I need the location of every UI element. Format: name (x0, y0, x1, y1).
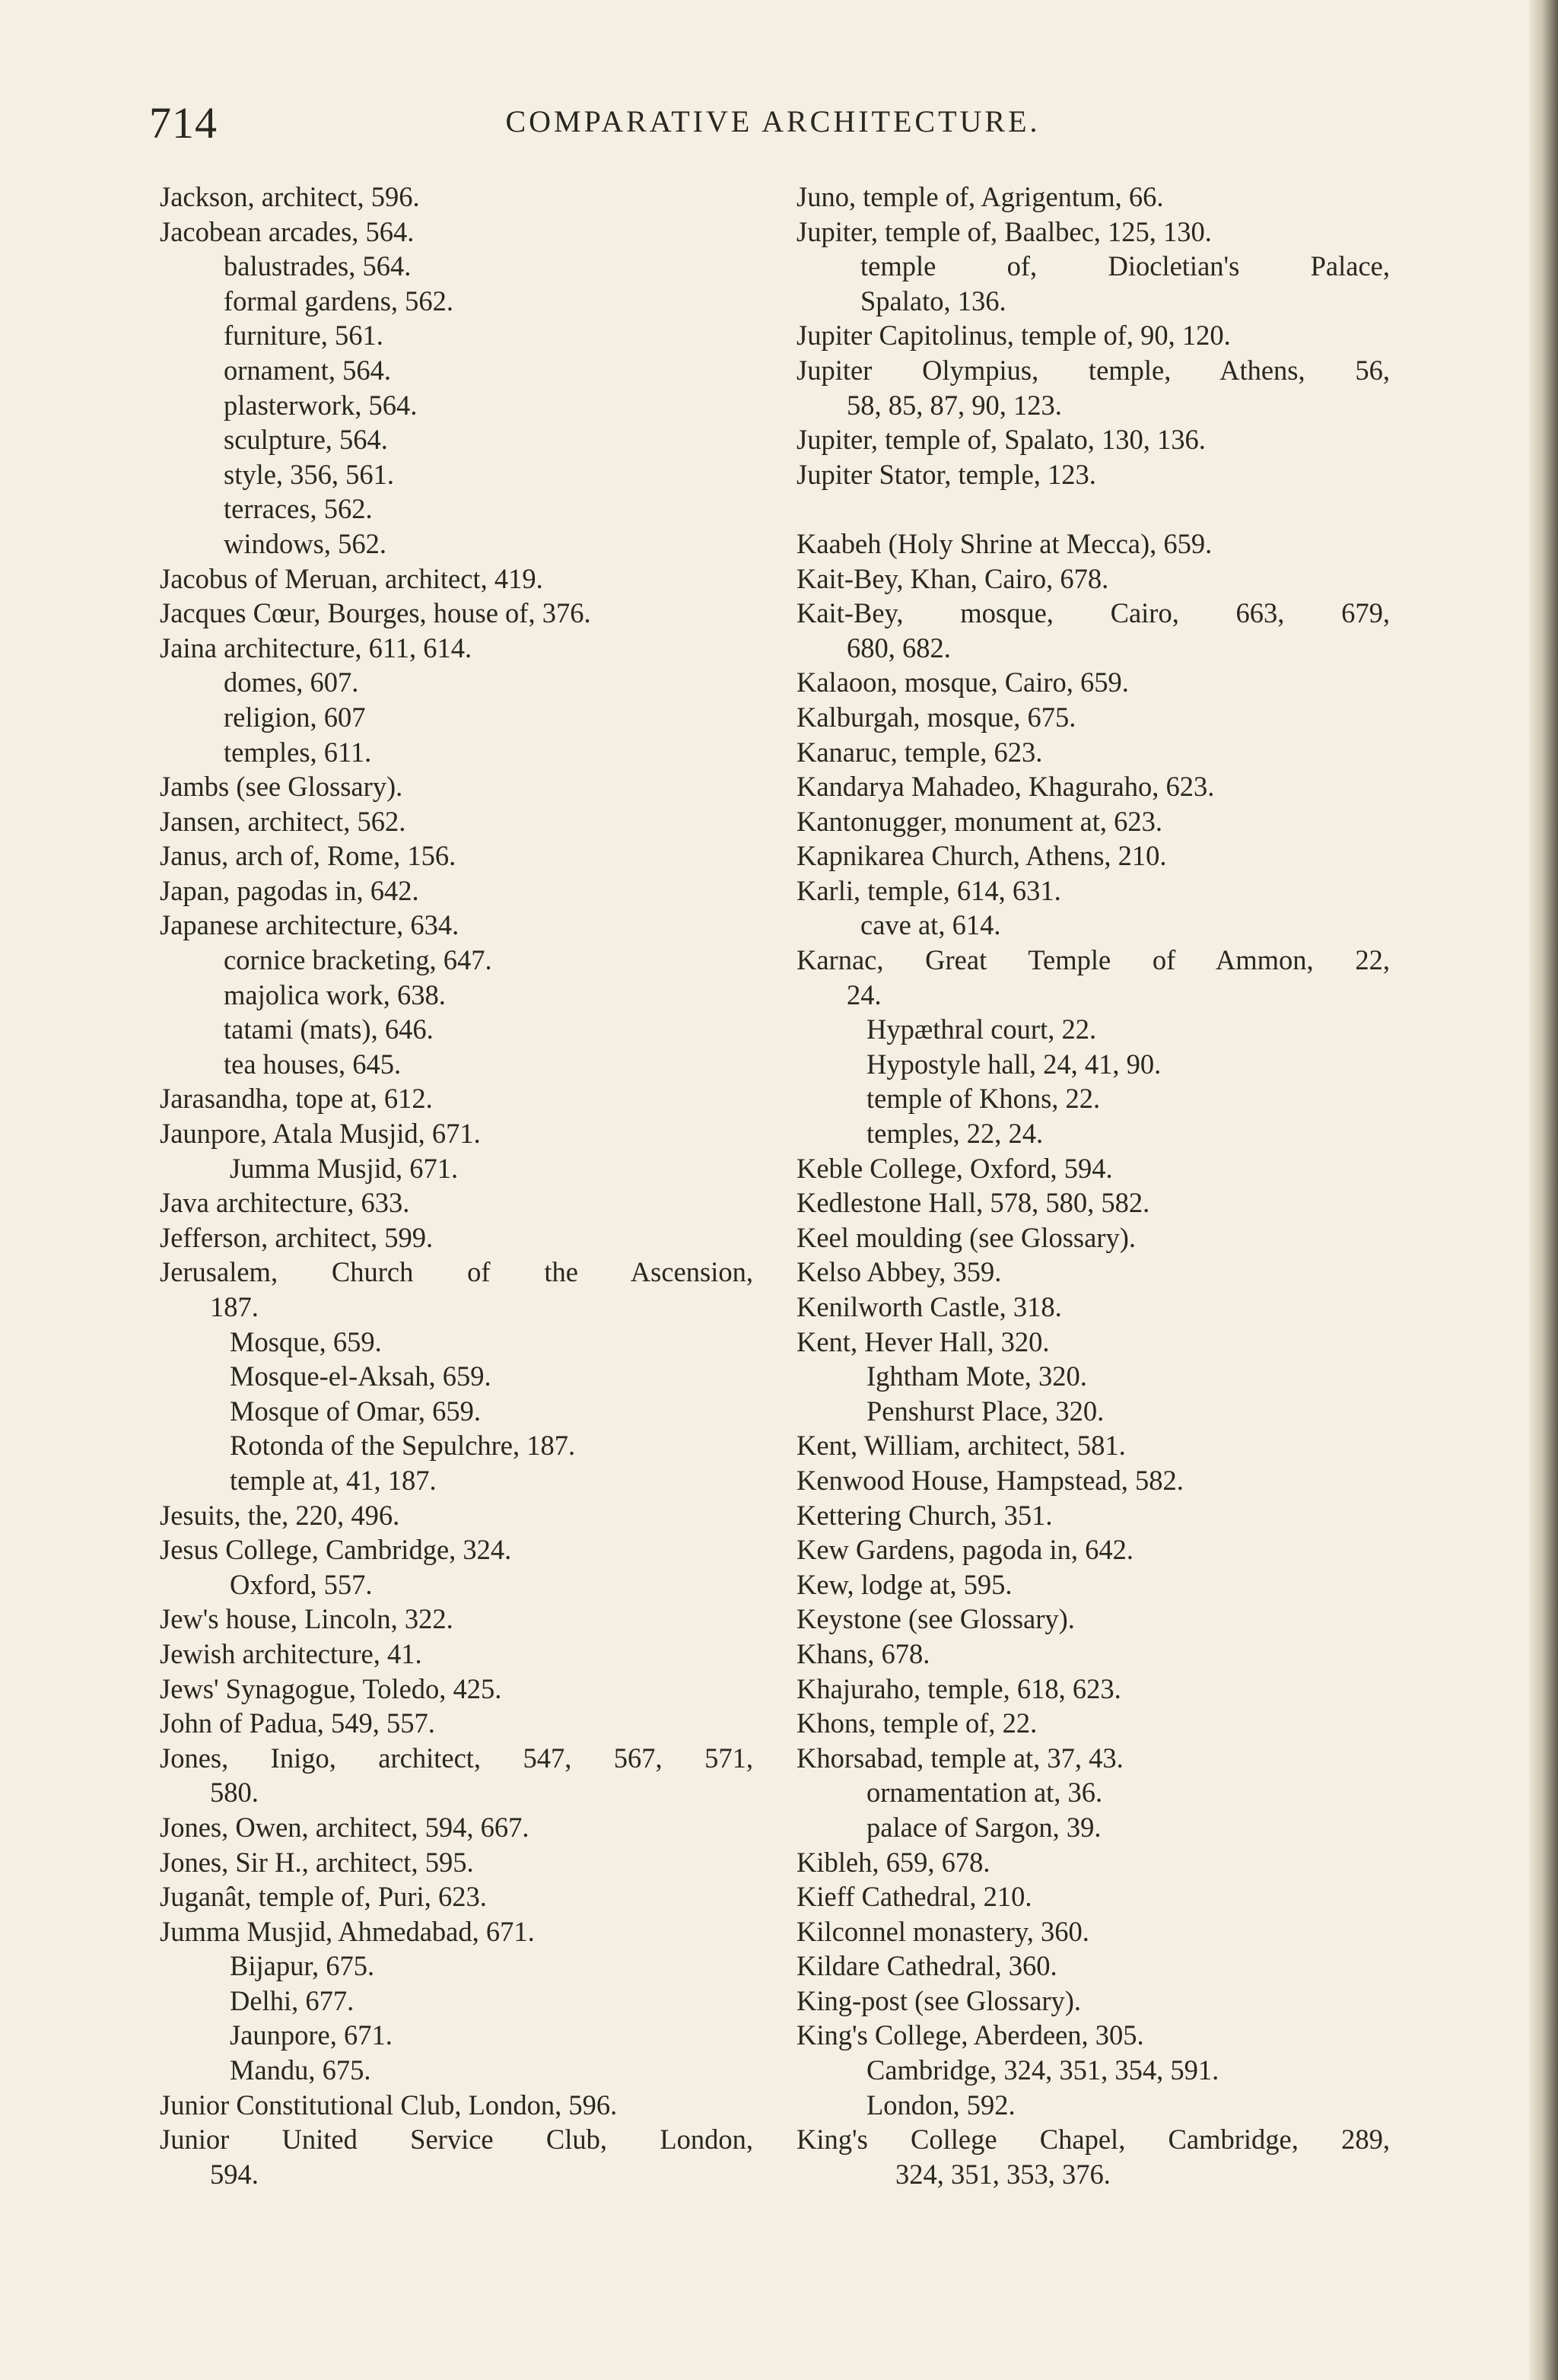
index-entry-text: Jupiter, temple of, Baalbec, 125, 130. (796, 215, 1212, 247)
index-entry (160, 1359, 768, 1394)
index-entry (796, 1463, 1405, 1498)
index-entry (160, 318, 768, 353)
index-entry-continuation: 324, 351, 353, 376. (895, 2158, 1111, 2190)
index-entry-text: Kait-Bey, Khan, Cairo, 678. (796, 562, 1109, 594)
index-entry-text: Jupiter Capitolinus, temple of, 90, 120. (796, 320, 1231, 352)
index-entry-continuation: 58, 85, 87, 90, 123. (847, 389, 1062, 421)
index-entry-text: Cambridge, 324, 351, 354, 591. (866, 2054, 1219, 2086)
index-entry (160, 631, 768, 666)
index-entry-text: Kent, William, architect, 581. (796, 1430, 1126, 1462)
index-entry (796, 1706, 1405, 1741)
index-entry-text: Jambs (see Glossary). (160, 771, 403, 803)
index-entry-text: Jarasandha, tope at, 612. (160, 1083, 433, 1115)
index-entry (796, 1914, 1405, 1949)
index-entry (160, 1741, 768, 1810)
index-entry-text: Jew's house, Lincoln, 322. (160, 1603, 453, 1635)
index-entry (796, 1255, 1405, 1290)
index-entry (796, 2122, 1405, 2191)
index-entry-text: majolica work, 638. (224, 978, 446, 1010)
index-entry (796, 2018, 1405, 2053)
index-entry-continuation: 187. (210, 1291, 259, 1322)
index-entry (796, 1185, 1405, 1220)
index-entry (160, 1672, 768, 1707)
index-entry (160, 700, 768, 735)
index-entry-text: Khorsabad, temple at, 37, 43. (796, 1742, 1124, 1774)
index-entry (796, 1984, 1405, 2019)
index-entry-text: Hypostyle hall, 24, 41, 90. (866, 1048, 1162, 1080)
index-entry (160, 908, 768, 943)
index-entry (160, 562, 768, 597)
index-entry (160, 596, 768, 631)
index-entry-text: tea houses, 645. (224, 1048, 402, 1080)
index-entry (796, 318, 1405, 353)
index-entry (160, 1081, 768, 1116)
index-entry-text: Mandu, 675. (230, 2054, 371, 2086)
index-entry (160, 943, 768, 978)
index-entry-text: King's College, Aberdeen, 305. (796, 2019, 1144, 2051)
index-entry (796, 1810, 1405, 1845)
page-header (149, 97, 1397, 151)
index-entry (796, 249, 1405, 318)
index-entry-text: Kenwood House, Hampstead, 582. (796, 1464, 1184, 1496)
index-column-right (796, 180, 1405, 2191)
index-entry (160, 1394, 768, 1429)
index-entry-text: Kait-Bey, mosque, Cairo, 663, 679, (796, 597, 1390, 629)
index-entry (796, 735, 1405, 770)
index-entry (160, 1706, 768, 1741)
index-entry-text: Japan, pagodas in, 642. (160, 874, 419, 906)
index-entry-text: Bijapur, 675. (230, 1950, 375, 1982)
index-entry (160, 2088, 768, 2123)
index-entry (160, 1984, 768, 2019)
index-entry-text: Jacques Cœur, Bourges, house of, 376. (160, 597, 591, 629)
index-entry-text: Kew Gardens, pagoda in, 642. (796, 1534, 1134, 1566)
index-entry (160, 2122, 768, 2191)
index-entry-text: Hypæthral court, 22. (866, 1013, 1097, 1045)
index-entry-text: ornamentation at, 36. (866, 1777, 1103, 1809)
index-entry-text: Penshurst Place, 320. (866, 1395, 1105, 1427)
index-entry-text: Jerusalem, Church of the Ascension, (160, 1256, 753, 1288)
index-entry (160, 388, 768, 423)
index-entry (796, 1602, 1405, 1637)
index-entry-text: Jaina architecture, 611, 614. (160, 632, 472, 663)
index-entry-text: Kantonugger, monument at, 623. (796, 805, 1163, 837)
index-entry-text: ornament, 564. (224, 354, 391, 386)
index-entry (796, 700, 1405, 735)
index-entry-text: John of Padua, 549, 557. (160, 1707, 435, 1739)
index-entry-text: Rotonda of the Sepulchre, 187. (230, 1430, 576, 1462)
index-entry-text: Juganât, temple of, Puri, 623. (160, 1881, 487, 1913)
index-entry-text: balustrades, 564. (224, 250, 412, 282)
index-entry-text: temples, 611. (224, 736, 372, 768)
index-entry (160, 838, 768, 873)
index-entry (796, 1637, 1405, 1672)
index-entry (796, 804, 1405, 839)
index-entry (796, 943, 1405, 1012)
index-entry-text: Kedlestone Hall, 578, 580, 582. (796, 1187, 1150, 1219)
index-entry-text: Kent, Hever Hall, 320. (796, 1325, 1050, 1357)
index-entry (160, 1602, 768, 1637)
index-entry (796, 665, 1405, 700)
index-entry (796, 2088, 1405, 2123)
index-entry (160, 1810, 768, 1845)
index-entry-text: Mosque of Omar, 659. (230, 1395, 482, 1427)
index-entry-text: formal gardens, 562. (224, 285, 454, 317)
index-entry (160, 873, 768, 908)
index-entry-text: palace of Sargon, 39. (866, 1811, 1102, 1843)
index-entry (160, 492, 768, 527)
index-entry (160, 284, 768, 319)
index-entry-text: London, 592. (866, 2089, 1016, 2121)
index-entry-text: Junior Constitutional Club, London, 596. (160, 2089, 618, 2121)
index-entry (796, 769, 1405, 804)
index-entry-text: Japanese architecture, 634. (160, 909, 459, 941)
index-entry (160, 527, 768, 562)
index-entry (160, 665, 768, 700)
index-entry (160, 1532, 768, 1567)
index-entry-text: Jefferson, architect, 599. (160, 1221, 434, 1253)
index-entry (796, 1672, 1405, 1707)
index-entry-text: furniture, 561. (224, 320, 383, 352)
index-entry (796, 1498, 1405, 1533)
index-entry (796, 1012, 1405, 1047)
index-entry (796, 353, 1405, 422)
index-entry-text: Jaunpore, Atala Musjid, 671. (160, 1118, 481, 1150)
index-entry-text: Kildare Cathedral, 360. (796, 1950, 1057, 1982)
index-entry-text: Jumma Musjid, Ahmedabad, 671. (160, 1915, 535, 1947)
index-entry-text: Jacobean arcades, 564. (160, 215, 415, 247)
index-entry-text: Jupiter, temple of, Spalato, 130, 136. (796, 424, 1206, 456)
index-entry (160, 1255, 768, 1324)
index-entry-text: windows, 562. (224, 527, 386, 559)
index-entry (160, 804, 768, 839)
index-entry (796, 457, 1405, 492)
index-entry-continuation: Spalato, 136. (860, 285, 1006, 317)
index-entry-text: Junior United Service Club, London, (160, 2124, 753, 2156)
index-entry-text: Jones, Inigo, architect, 547, 567, 571, (160, 1742, 753, 1774)
index-entry-text: cornice bracketing, 647. (224, 944, 492, 976)
index-entry (160, 1151, 768, 1186)
index-entry (160, 2053, 768, 2088)
index-entry-text: Khajuraho, temple, 618, 623. (796, 1672, 1121, 1704)
index-entry (160, 1325, 768, 1360)
index-entry (796, 1879, 1405, 1914)
index-entry-text: temples, 22, 24. (866, 1118, 1044, 1150)
index-entry (796, 1567, 1405, 1602)
index-entry-text: Jumma Musjid, 671. (230, 1152, 459, 1184)
index-entry (160, 1567, 768, 1602)
index-entry-text: domes, 607. (224, 667, 359, 698)
index-entry (796, 1359, 1405, 1394)
index-entry-text: cave at, 614. (860, 909, 1001, 941)
index-entry-text: temple at, 41, 187. (230, 1464, 437, 1496)
index-entry-text: plasterwork, 564. (224, 389, 418, 421)
index-entry (796, 1394, 1405, 1429)
index-entry-text: Kanaruc, temple, 623. (796, 736, 1043, 768)
index-entry (160, 1463, 768, 1498)
index-entry (796, 1532, 1405, 1567)
index-entry-text: Mosque, 659. (230, 1325, 382, 1357)
index-entry-continuation: 680, 682. (847, 632, 951, 663)
index-entry-text: Mosque-el-Aksah, 659. (230, 1360, 491, 1392)
index-entry (796, 1220, 1405, 1255)
index-entry-text: Keystone (see Glossary). (796, 1603, 1075, 1635)
index-entry-text: Kew, lodge at, 595. (796, 1568, 1013, 1600)
index-entry-text: Kelso Abbey, 359. (796, 1256, 1002, 1288)
section-gap (796, 492, 1405, 527)
index-entry-text: terraces, 562. (224, 493, 373, 525)
index-entry-text: Jewish architecture, 41. (160, 1637, 422, 1669)
index-entry-text: Karnac, Great Temple of Ammon, 22, (796, 944, 1390, 976)
index-entry (796, 215, 1405, 250)
index-column-left (160, 180, 768, 2191)
index-entry (160, 215, 768, 250)
index-entry-text: Juno, temple of, Agrigentum, 66. (796, 181, 1164, 212)
index-entry-text: Khans, 678. (796, 1637, 930, 1669)
index-entry-text: Oxford, 557. (230, 1568, 373, 1600)
index-entry (796, 2053, 1405, 2088)
index-entry-text: Keel moulding (see Glossary). (796, 1221, 1137, 1253)
index-entry-text: Jesuits, the, 220, 496. (160, 1499, 400, 1531)
index-entry (796, 527, 1405, 562)
index-entry (796, 873, 1405, 908)
index-entry-continuation: 580. (210, 1777, 259, 1809)
index-entry-continuation: 594. (210, 2158, 259, 2190)
running-title: COMPARATIVE ARCHITECTURE. (505, 104, 1041, 138)
index-entry (796, 1151, 1405, 1186)
index-entry (796, 1775, 1405, 1810)
index-entry-text: Jupiter Olympius, temple, Athens, 56, (796, 354, 1390, 386)
index-entry-text: Jaunpore, 671. (230, 2019, 393, 2051)
index-entry-text: tatami (mats), 646. (224, 1013, 434, 1045)
index-entry (160, 1949, 768, 1984)
index-entry (160, 1047, 768, 1082)
index-entry-text: Kibleh, 659, 678. (796, 1846, 990, 1878)
index-entry-text: Jews' Synagogue, Toledo, 425. (160, 1672, 502, 1704)
index-entry (796, 562, 1405, 597)
index-entry (796, 838, 1405, 873)
index-entry-text: Kilconnel monastery, 360. (796, 1915, 1089, 1947)
index-entry (160, 1637, 768, 1672)
index-entry-continuation: 24. (847, 978, 882, 1010)
index-entry (796, 1290, 1405, 1325)
index-entry (796, 1325, 1405, 1360)
index-entry (796, 422, 1405, 457)
index-entry-text: Jupiter Stator, temple, 123. (796, 458, 1096, 490)
index-entry-text: Kieff Cathedral, 210. (796, 1881, 1032, 1913)
index-entry (796, 1428, 1405, 1463)
index-entry-text: Jones, Owen, architect, 594, 667. (160, 1811, 529, 1843)
index-entry-text: King-post (see Glossary). (796, 1984, 1082, 2016)
index-entry (160, 1845, 768, 1880)
index-entry (160, 1220, 768, 1255)
index-entry-text: Karli, temple, 614, 631. (796, 874, 1061, 906)
index-entry (796, 1047, 1405, 1082)
index-entry-text: Kenilworth Castle, 318. (796, 1291, 1062, 1322)
index-entry (160, 1498, 768, 1533)
index-entry-text: style, 356, 561. (224, 458, 395, 490)
index-entry-text: Jacobus of Meruan, architect, 419. (160, 562, 543, 594)
index-entry (796, 1949, 1405, 1984)
index-entry (796, 180, 1405, 215)
index-entry-text: Jackson, architect, 596. (160, 181, 420, 212)
index-entry (160, 422, 768, 457)
index-entry-text: Delhi, 677. (230, 1984, 355, 2016)
index-entry-text: Keble College, Oxford, 594. (796, 1152, 1113, 1184)
index-entry (160, 1116, 768, 1151)
index-entry (160, 978, 768, 1013)
index-entry (160, 1185, 768, 1220)
index-entry-text: Java architecture, 633. (160, 1187, 410, 1219)
index-entry-text: sculpture, 564. (224, 424, 388, 456)
index-entry-text: religion, 607 (224, 701, 366, 733)
index-entry-text: Kandarya Mahadeo, Khaguraho, 623. (796, 771, 1215, 803)
index-entry (160, 2018, 768, 2053)
page-edge-shadow (1529, 0, 1558, 2380)
index-entry-text: Kaabeh (Holy Shrine at Mecca), 659. (796, 527, 1213, 559)
index-entry-text: Ightham Mote, 320. (866, 1360, 1087, 1392)
index-entry-text: Jones, Sir H., architect, 595. (160, 1846, 474, 1878)
index-entry (796, 596, 1405, 665)
index-entry (160, 180, 768, 215)
page-number: 714 (149, 98, 218, 148)
index-entry-text: Khons, temple of, 22. (796, 1707, 1038, 1739)
index-entry (160, 353, 768, 388)
index-entry (160, 735, 768, 770)
index-entry (160, 1879, 768, 1914)
index-entry (160, 1914, 768, 1949)
index-entry-text: Jesus College, Cambridge, 324. (160, 1534, 512, 1566)
index-entry (796, 1845, 1405, 1880)
index-entry (160, 249, 768, 284)
index-entry-text: temple of, Diocletian's Palace, (860, 250, 1390, 282)
index-entry-text: Kalburgah, mosque, 675. (796, 701, 1076, 733)
index-entry (796, 1116, 1405, 1151)
index-entry (160, 1012, 768, 1047)
index-entry (796, 1081, 1405, 1116)
index-entry (160, 769, 768, 804)
index-entry-text: Kettering Church, 351. (796, 1499, 1053, 1531)
index-entry-text: Kapnikarea Church, Athens, 210. (796, 840, 1167, 872)
index-entry-text: King's College Chapel, Cambridge, 289, (796, 2124, 1390, 2156)
index-entry (160, 457, 768, 492)
index-entry (796, 1741, 1405, 1776)
index-entry (160, 1428, 768, 1463)
index-entry-text: Jansen, architect, 562. (160, 805, 406, 837)
index-entry (796, 908, 1405, 943)
index-entry-text: Janus, arch of, Rome, 156. (160, 840, 456, 872)
index-entry-text: temple of Khons, 22. (866, 1083, 1101, 1115)
index-entry-text: Kalaoon, mosque, Cairo, 659. (796, 667, 1129, 698)
